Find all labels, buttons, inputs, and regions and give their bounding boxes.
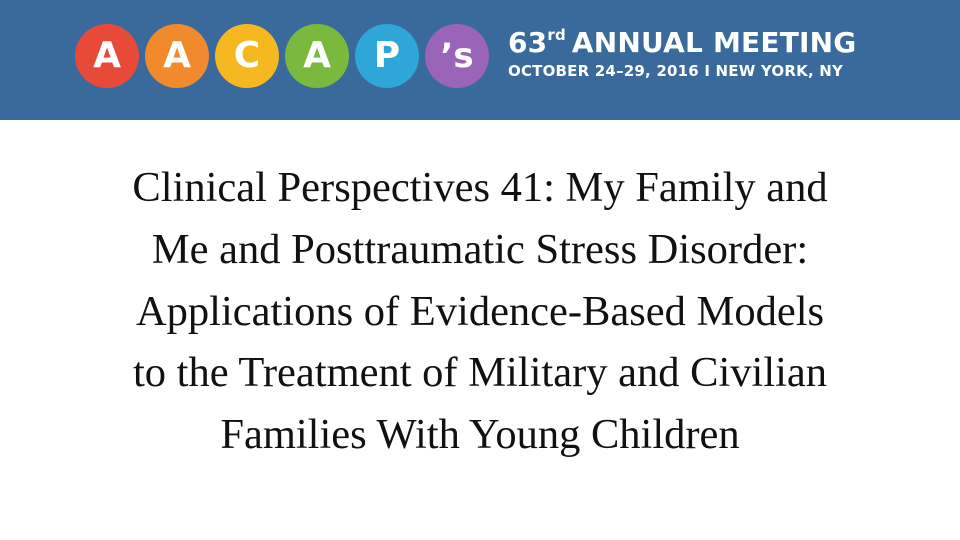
- meeting-title-text: ANNUAL MEETING: [571, 26, 857, 59]
- meeting-ordinal-suffix: rd: [547, 26, 566, 44]
- header-banner: [0, 0, 960, 120]
- title-line-1: Clinical Perspectives 41: My Family and: [132, 164, 828, 211]
- logo-letter-a3: A: [285, 24, 349, 88]
- logo-letter-a1: A: [75, 24, 139, 88]
- title-line-4: to the Treatment of Military and Civilian: [132, 349, 828, 397]
- meeting-dates: OCTOBER 24–29, 2016 I NEW YORK, NY: [508, 62, 844, 80]
- logo-letter-p: P: [355, 24, 419, 88]
- meeting-info: [508, 26, 856, 82]
- slide-title: [0, 157, 960, 466]
- logo-letter-apostrophe-s: ’s: [425, 24, 489, 88]
- meeting-ordinal-number: 63: [508, 26, 548, 59]
- meeting-title: [508, 26, 856, 60]
- title-line-3: Applications of Evidence-Based Models: [135, 287, 825, 335]
- logo-letter-c: C: [215, 24, 279, 88]
- title-line-2: Me and Posttraumatic Stress Disorder:: [151, 225, 809, 273]
- logo-letter-a2: A: [145, 24, 209, 88]
- title-line-5: Families With Young Children: [220, 411, 740, 459]
